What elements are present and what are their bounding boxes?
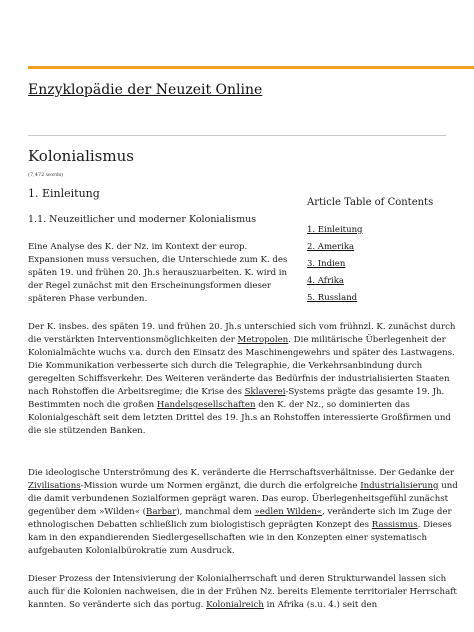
text-run: . Dieses kam in den expandierenden Siedlergesellschaften wie in den Konzepten einer systematisch aufgebauten Kolonialbürokratie zum Ausdruck. <box>28 520 452 556</box>
paragraph-intensification <box>28 573 460 612</box>
link-handelsgesellschaften[interactable]: Handelsgesellschaften <box>156 400 256 410</box>
text-run: und die damit verbundenen Sozialformen geprägt waren. Das europ. Überlegenheitsgefühl zunächst gegenüber dem »Wilden« ( <box>28 481 458 517</box>
link-metropolen[interactable]: Metropolen <box>237 335 289 345</box>
text-run: ), manchmal dem <box>176 507 255 517</box>
toc-item <box>307 256 467 273</box>
article-table-of-contents <box>307 197 467 307</box>
toc-link-amerika[interactable]: 2. Amerika <box>307 242 355 252</box>
text-run: Der K. insbes. des späten 19. und frühen 20. Jh.s unterschied sich vom frühnzl. K. zunächst durch die verstärkten Interventionsmöglichkeiten der <box>28 322 456 345</box>
toc-item <box>307 290 467 307</box>
text-run: . Die militärische Überlegenheit der Kolonialmächte wuchs v.a. durch den Einsatz des Maschinengewehrs und später des Lastwagens. Die Kommunikation verbesserte sich durch die Telegraphie, die Verkehrsanbindung durch geregelten Schiffsverkehr. Des Weiteren veränderte das Bedürfnis der industrialisierten Staaten nach Rohstoffen die Arbeitsregime; die Krise des <box>28 335 455 397</box>
text-run: -Mission wurde um Normen ergänzt, die durch die erfolgreiche <box>80 481 361 491</box>
section-heading: 1. Einleitung <box>28 187 100 200</box>
article-title: Kolonialismus <box>28 147 134 165</box>
toc-item <box>307 273 467 290</box>
toc-link-afrika[interactable]: 4. Afrika <box>307 276 344 286</box>
link-kolonialreich[interactable]: Kolonialreich <box>206 600 264 610</box>
link-edler-wilder[interactable]: »edlen Wilden« <box>254 507 323 517</box>
link-sklaverei[interactable]: Sklaverei <box>244 387 286 397</box>
text-run: den K. der Nz., so dominierten das Kolonialgeschäft seit dem letzten Drittel des 19. Jh.s an Rohstoffen interessierte Großfirmen und die sie stützenden Banken. <box>28 400 451 436</box>
link-barbar[interactable]: Barbar <box>146 507 177 517</box>
toc-link-einleitung[interactable]: 1. Einleitung <box>307 225 363 235</box>
link-zivilisation[interactable]: Zivilisations <box>28 481 81 491</box>
text-run: Dieser Prozess der Intensivierung der Kolonialherrschaft und deren Strukturwandel lassen sich auch für die Kolonien nachweisen, die in der Frühen Nz. bereits Elemente territorialer Herrschaft kannten. So veränderte sich das portug. <box>28 574 457 610</box>
word-count: (7,472 words) <box>28 172 64 178</box>
paragraph-ideology <box>28 467 460 558</box>
text-run: -Systems prägte das gesamte 19. Jh. Bestimmten noch die großen <box>28 387 445 410</box>
paragraph-intro: Eine Analyse des K. der Nz. im Kontext der europ. Expansionen muss versuchen, die Unterschiede zum K. des späten 19. und frühen 20. Jh.s herauszuarbeiten. K. wird in der Regel zunächst mit den Erscheinungsformen dieser späteren Phase verbunden. <box>28 242 288 304</box>
text-run: , veränderte sich im Zuge der ethnologischen Debatten schließlich zum biologistisch geprägten Konzept des <box>28 507 452 530</box>
divider <box>28 135 446 136</box>
toc-link-indien[interactable]: 3. Indien <box>307 259 346 269</box>
site-title-link[interactable]: Enzyklopädie der Neuzeit Online <box>28 82 263 98</box>
subsection-heading: 1.1. Neuzeitlicher und moderner Kolonialismus <box>28 214 257 225</box>
toc-item <box>307 222 467 239</box>
text-run: in Afrika (s.u. 4.) seit den <box>263 600 378 610</box>
orange-header-bar <box>28 66 474 69</box>
link-industrialisierung[interactable]: Industrialisierung <box>360 481 439 491</box>
toc-link-russland[interactable]: 5. Russland <box>307 293 358 303</box>
toc-item <box>307 239 467 256</box>
paragraph-interventions <box>28 321 460 438</box>
toc-title: Article Table of Contents <box>307 197 434 208</box>
text-run: Die ideologische Unterströmung des K. veränderte die Herrschaftsverhältnisse. Der Gedanke der <box>28 468 455 478</box>
toc-list <box>307 222 467 307</box>
link-rassismus[interactable]: Rassismus <box>371 520 418 530</box>
